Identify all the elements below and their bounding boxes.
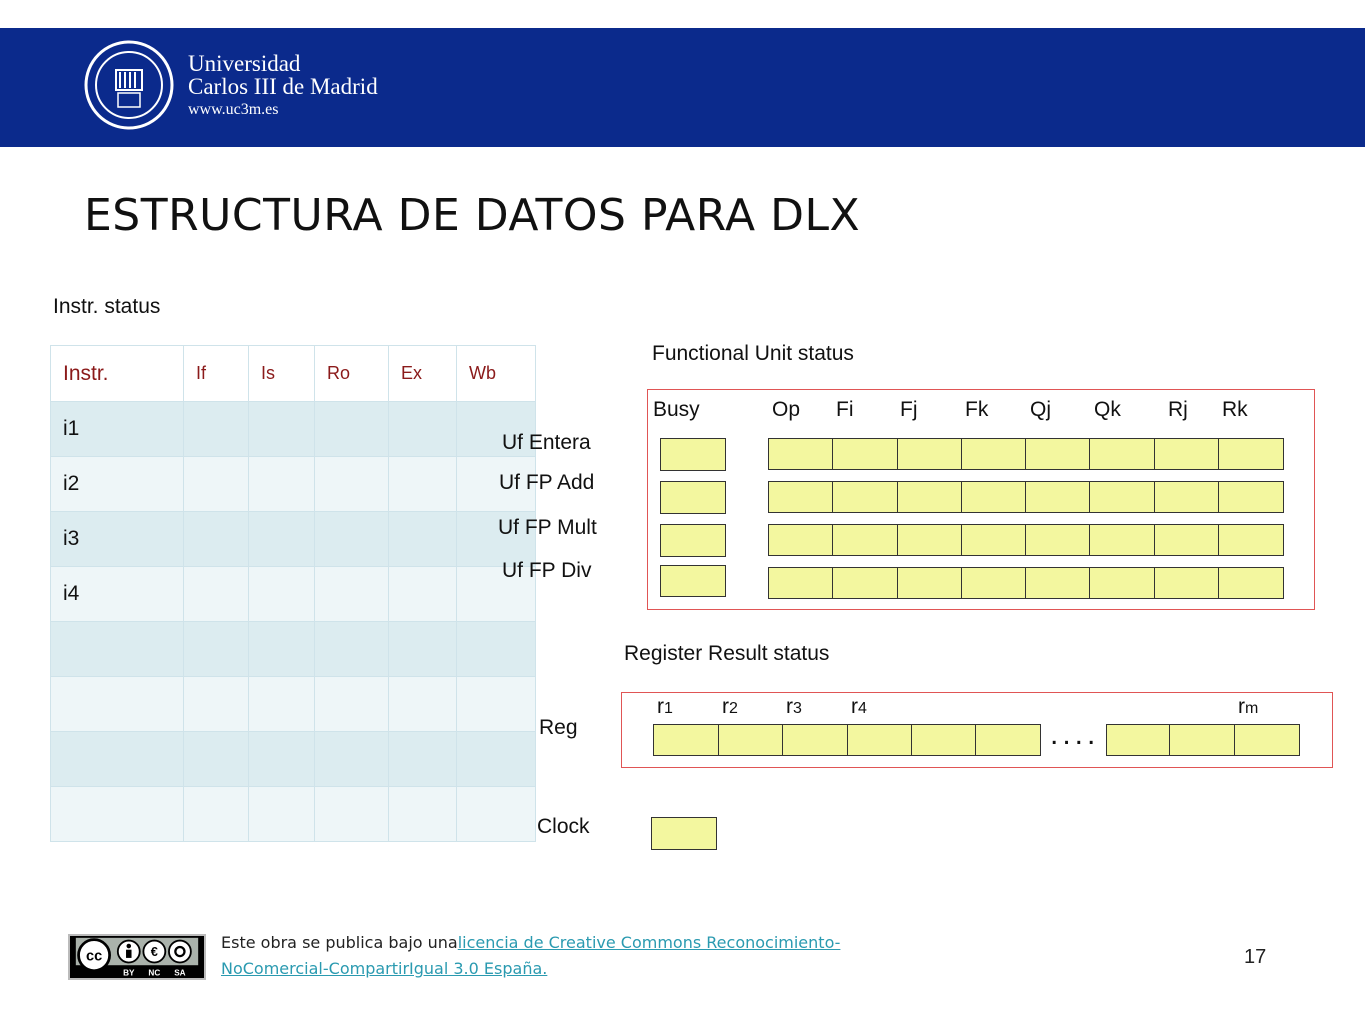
fu-field-cell <box>832 567 898 599</box>
register-cell <box>975 724 1041 756</box>
university-seal-icon <box>84 40 174 130</box>
col-header-ex: Ex <box>389 346 457 402</box>
reg-label-r3 <box>786 695 802 719</box>
fu-col-op: Op <box>772 398 801 421</box>
stage-cell <box>457 677 536 732</box>
license-link-line2[interactable]: NoComercial-CompartirIgual 3.0 España. <box>221 959 548 978</box>
fu-col-fi: Fi <box>836 398 854 421</box>
register-cell <box>1234 724 1300 756</box>
license-link-line1[interactable]: licencia de Creative Commons Reconocimiento- <box>457 933 841 952</box>
fu-field-cell <box>897 481 962 513</box>
fu-field-row <box>768 567 1284 599</box>
busy-cell <box>660 438 726 471</box>
svg-text:€: € <box>150 944 158 960</box>
instr-table-row <box>51 457 536 512</box>
reg-index: 4 <box>858 700 867 717</box>
stage-cell <box>389 787 457 842</box>
stage-cell <box>389 457 457 512</box>
reg-row-label: Reg <box>539 716 578 739</box>
instr-table-row <box>51 512 536 567</box>
instr-table-row <box>51 622 536 677</box>
reg-index: m <box>1245 700 1259 717</box>
fu-field-cell <box>1154 438 1219 470</box>
university-website: www.uc3m.es <box>188 101 279 118</box>
instr-name-cell <box>51 622 184 677</box>
fu-field-row <box>768 481 1284 513</box>
fu-field-cell <box>1025 481 1090 513</box>
register-cell <box>1106 724 1170 756</box>
svg-text:SA: SA <box>174 968 186 978</box>
svg-text:NC: NC <box>148 968 161 978</box>
clock-label: Clock <box>537 815 590 838</box>
register-cell <box>718 724 783 756</box>
stage-cell <box>315 732 389 787</box>
fu-field-cell <box>832 481 898 513</box>
register-cell <box>1169 724 1235 756</box>
reg-prefix: r <box>851 695 858 718</box>
fu-field-cell <box>832 438 898 470</box>
fu-col-qk: Qk <box>1094 398 1121 421</box>
instr-name-cell <box>51 732 184 787</box>
fu-field-cell <box>1089 567 1155 599</box>
reg-label-rm <box>1238 695 1258 719</box>
stage-cell <box>184 457 249 512</box>
unit-label-entera: Uf Entera <box>502 431 591 454</box>
instr-name-cell: i1 <box>51 402 184 457</box>
register-result-status-label: Register Result status <box>624 642 830 665</box>
register-cell <box>653 724 719 756</box>
clock-cell <box>651 817 717 850</box>
instr-table-row <box>51 567 536 622</box>
stage-cell <box>457 787 536 842</box>
fu-field-cell <box>768 567 833 599</box>
stage-cell <box>184 567 249 622</box>
page-number: 17 <box>1244 946 1267 968</box>
university-wordmark <box>188 52 378 122</box>
instr-table-header-row <box>51 346 536 402</box>
reg-index: 3 <box>793 700 802 717</box>
reg-label-r2 <box>722 695 738 719</box>
instr-name-cell: i4 <box>51 567 184 622</box>
fu-field-cell <box>768 524 833 556</box>
fu-field-cell <box>1154 481 1219 513</box>
fu-field-cell <box>1025 567 1090 599</box>
fu-field-cell <box>1218 481 1284 513</box>
stage-cell <box>249 567 315 622</box>
fu-field-cell <box>1218 438 1284 470</box>
fu-field-cell <box>961 524 1026 556</box>
register-cell <box>782 724 848 756</box>
fu-field-row <box>768 438 1284 470</box>
svg-text:cc: cc <box>85 948 103 965</box>
fu-field-cell <box>1218 567 1284 599</box>
stage-cell <box>249 677 315 732</box>
reg-prefix: r <box>786 695 793 718</box>
unit-label-fp-add: Uf FP Add <box>499 471 595 494</box>
fu-field-cell <box>1089 524 1155 556</box>
reg-label-r1 <box>657 695 673 719</box>
stage-cell <box>389 732 457 787</box>
stage-cell <box>389 402 457 457</box>
fu-field-cell <box>897 438 962 470</box>
instr-name-cell <box>51 787 184 842</box>
stage-cell <box>249 512 315 567</box>
license-notice <box>221 930 840 982</box>
stage-cell <box>249 457 315 512</box>
instr-table-row <box>51 402 536 457</box>
instr-name-cell <box>51 677 184 732</box>
register-row-left <box>653 724 1041 756</box>
stage-cell <box>389 567 457 622</box>
fu-field-cell <box>961 438 1026 470</box>
instr-status-label: Instr. status <box>53 295 161 318</box>
unit-label-fp-div: Uf FP Div <box>502 559 592 582</box>
cc-by-nc-sa-icon <box>68 934 206 980</box>
instr-table-row <box>51 787 536 842</box>
fu-field-cell <box>897 567 962 599</box>
header-banner <box>0 28 1365 147</box>
busy-cell <box>660 524 726 557</box>
stage-cell <box>389 622 457 677</box>
stage-cell <box>389 512 457 567</box>
instr-name-cell: i2 <box>51 457 184 512</box>
col-header-wb: Wb <box>457 346 536 402</box>
unit-label-fp-mult: Uf FP Mult <box>498 516 597 539</box>
instr-name-cell: i3 <box>51 512 184 567</box>
reg-prefix: r <box>722 695 729 718</box>
fu-field-cell <box>1089 481 1155 513</box>
stage-cell <box>315 622 389 677</box>
fu-field-cell <box>768 481 833 513</box>
reg-index: 1 <box>664 700 673 717</box>
fu-col-qj: Qj <box>1030 398 1051 421</box>
register-ellipsis: .... <box>1050 718 1100 751</box>
col-header-ro: Ro <box>315 346 389 402</box>
col-header-if: If <box>184 346 249 402</box>
fu-field-cell <box>768 438 833 470</box>
stage-cell <box>315 512 389 567</box>
register-cell <box>847 724 912 756</box>
fu-col-rk: Rk <box>1222 398 1248 421</box>
stage-cell <box>249 732 315 787</box>
svg-text:BY: BY <box>123 968 135 978</box>
stage-cell <box>184 787 249 842</box>
fu-field-cell <box>1089 438 1155 470</box>
fu-field-cell <box>961 567 1026 599</box>
stage-cell <box>315 787 389 842</box>
fu-col-fk: Fk <box>965 398 989 421</box>
stage-cell <box>315 457 389 512</box>
license-text: Este obra se publica bajo una <box>221 933 458 952</box>
stage-cell <box>249 402 315 457</box>
university-name-line1: Universidad <box>188 51 301 76</box>
busy-cell <box>660 565 726 597</box>
stage-cell <box>184 732 249 787</box>
fu-field-cell <box>1154 567 1219 599</box>
fu-field-cell <box>1154 524 1219 556</box>
instr-table-row <box>51 677 536 732</box>
fu-field-cell <box>1025 524 1090 556</box>
register-row-right <box>1106 724 1300 756</box>
fu-field-cell <box>832 524 898 556</box>
col-header-instr: Instr. <box>51 346 184 402</box>
fu-col-rj: Rj <box>1168 398 1188 421</box>
stage-cell <box>315 567 389 622</box>
page-title: ESTRUCTURA DE DATOS PARA DLX <box>84 190 861 241</box>
stage-cell <box>184 512 249 567</box>
stage-cell <box>249 622 315 677</box>
stage-cell <box>457 732 536 787</box>
reg-index: 2 <box>729 700 738 717</box>
instr-table-row <box>51 732 536 787</box>
fu-col-fj: Fj <box>900 398 918 421</box>
stage-cell <box>315 677 389 732</box>
stage-cell <box>389 677 457 732</box>
university-name-line2: Carlos III de Madrid <box>188 74 378 99</box>
register-cell <box>911 724 976 756</box>
fu-col-busy: Busy <box>653 398 700 421</box>
reg-prefix: r <box>657 695 664 718</box>
fu-field-cell <box>1218 524 1284 556</box>
stage-cell <box>184 677 249 732</box>
stage-cell <box>184 402 249 457</box>
fu-field-cell <box>1025 438 1090 470</box>
reg-prefix: r <box>1238 695 1245 718</box>
fu-field-cell <box>961 481 1026 513</box>
busy-cell <box>660 481 726 514</box>
reg-label-r4 <box>851 695 867 719</box>
stage-cell <box>249 787 315 842</box>
fu-field-row <box>768 524 1284 556</box>
stage-cell <box>315 402 389 457</box>
stage-cell <box>184 622 249 677</box>
col-header-is: Is <box>249 346 315 402</box>
functional-unit-status-label: Functional Unit status <box>652 342 854 365</box>
fu-field-cell <box>897 524 962 556</box>
instr-status-table <box>50 345 536 842</box>
stage-cell <box>457 622 536 677</box>
